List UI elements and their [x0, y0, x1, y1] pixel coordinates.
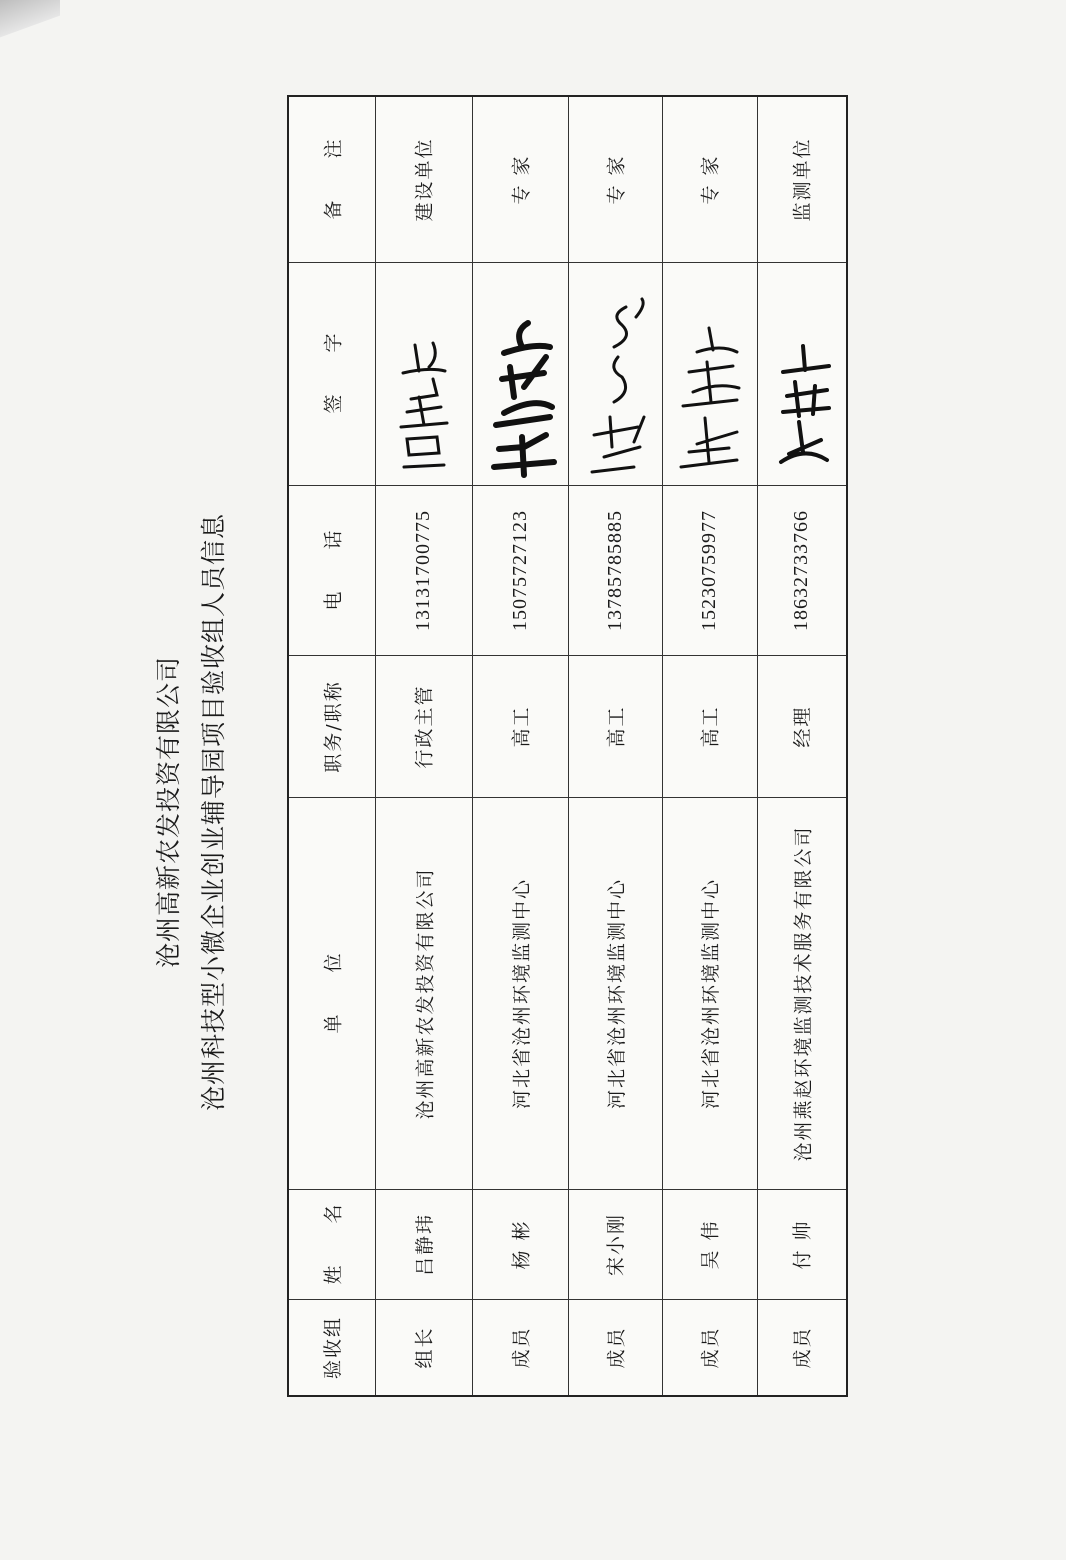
- company-title: 沧州高新农发投资有限公司: [154, 655, 183, 969]
- signature-image: [484, 317, 564, 477]
- header-position: 职务/职称: [322, 679, 345, 773]
- header-name: 姓 名: [322, 1185, 345, 1285]
- signature-image: [667, 322, 752, 477]
- cell-phone: 15075727123: [508, 509, 531, 631]
- cell-remark: 专 家: [605, 154, 628, 205]
- header-signature: 签 字: [322, 315, 345, 414]
- cell-position: 经理: [791, 704, 814, 748]
- cell-name: 付 帅: [791, 1218, 814, 1270]
- cell-group: 成员: [510, 1325, 533, 1369]
- cell-group: 组长: [413, 1325, 436, 1369]
- cell-unit: 沧州高新农发投资有限公司: [414, 866, 437, 1120]
- cell-name: 吴 伟: [699, 1218, 722, 1270]
- cell-position: 高工: [605, 704, 628, 748]
- cell-remark: 专 家: [510, 154, 533, 205]
- cell-name: 宋小刚: [605, 1212, 628, 1276]
- signature-image: [389, 337, 459, 477]
- signature-image: [769, 342, 839, 472]
- cell-remark: 专 家: [699, 154, 722, 205]
- header-remark: 备 注: [322, 121, 345, 220]
- scan-corner: [0, 0, 60, 40]
- document-title: 沧州科技型小微企业创业辅导园项目验收组人员信息: [199, 512, 228, 1112]
- cell-remark: 监测单位: [791, 137, 814, 222]
- cell-group: 成员: [605, 1325, 628, 1369]
- header-unit: 单 位: [322, 934, 345, 1034]
- cell-phone: 13131700775: [412, 509, 434, 631]
- cell-phone: 13785785885: [603, 509, 626, 631]
- cell-group: 成员: [699, 1325, 722, 1369]
- cell-remark: 建设单位: [413, 137, 436, 222]
- header-group: 验收组: [322, 1315, 345, 1379]
- cell-unit: 河北省沧州环境监测中心: [510, 877, 533, 1109]
- inspection-team-table: [287, 95, 848, 1397]
- cell-position: 行政主管: [413, 683, 436, 769]
- cell-position: 高工: [699, 704, 722, 748]
- cell-phone: 15230759977: [698, 509, 720, 631]
- cell-name: 吕静玮: [413, 1212, 436, 1276]
- cell-group: 成员: [791, 1325, 814, 1369]
- cell-unit: 河北省沧州环境监测中心: [605, 877, 628, 1109]
- header-phone: 电 话: [322, 511, 345, 611]
- cell-position: 高工: [510, 704, 533, 748]
- cell-unit: 沧州燕赵环境监测技术服务有限公司: [792, 824, 815, 1162]
- cell-phone: 18632733766: [790, 509, 812, 631]
- cell-unit: 河北省沧州环境监测中心: [700, 877, 723, 1109]
- signature-image: [574, 297, 659, 482]
- cell-name: 杨 彬: [510, 1218, 533, 1270]
